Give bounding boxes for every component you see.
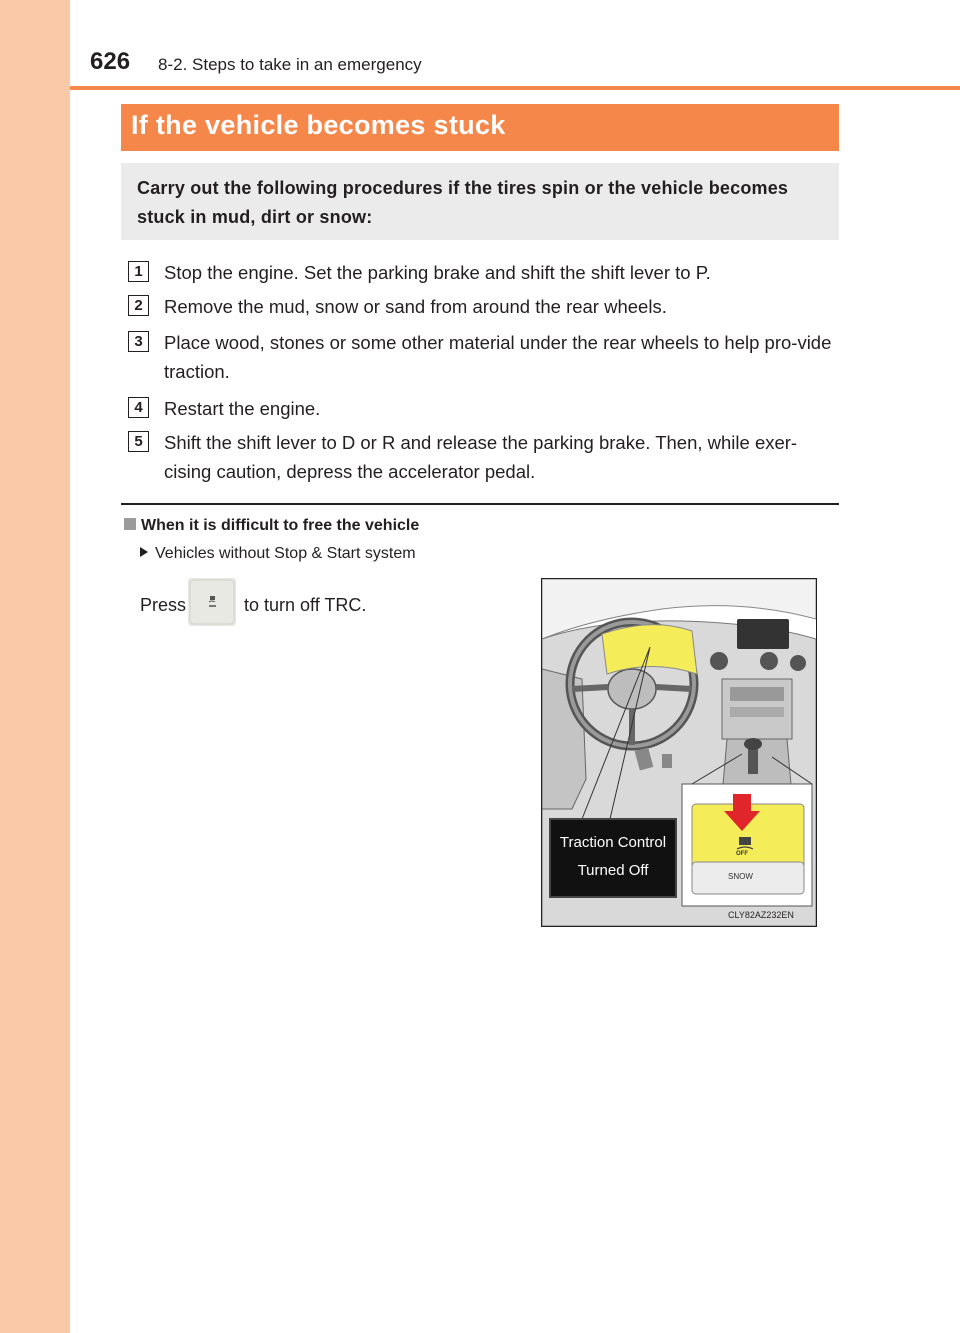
press-word: Press — [140, 595, 187, 615]
variant-text: Vehicles without Stop & Start system — [155, 545, 416, 562]
note-heading-text: When it is difficult to free the vehicle — [141, 517, 420, 534]
step-number: 3 — [128, 331, 149, 352]
section-divider — [121, 503, 839, 505]
figure-code: CLY82AZ232EN — [728, 910, 794, 920]
trc-off-button-icon — [188, 578, 236, 626]
step-text: Remove the mud, snow or sand from around the rear wheels. — [164, 296, 667, 317]
section-title: If the vehicle becomes stuck — [131, 110, 506, 140]
display-line-2: Turned Off — [577, 862, 649, 879]
display-line-1: Traction Control — [559, 834, 667, 851]
side-band — [0, 0, 70, 1333]
step-number: 4 — [128, 397, 149, 418]
step-text: Place wood, stones or some other material under the rear wheels to help pro-vide traction. — [164, 332, 832, 382]
note-heading — [124, 517, 419, 535]
section-title-bar — [121, 104, 839, 151]
variant-label — [140, 545, 416, 563]
press-rest: to turn off TRC. — [244, 595, 367, 615]
square-bullet-icon — [124, 518, 136, 530]
step-text: Restart the engine. — [164, 398, 321, 419]
triangle-bullet-icon — [140, 547, 148, 557]
step-text: Shift the shift lever to D or R and release the parking brake. Then, while exer-cising caution, depress the accelerator pedal. — [164, 432, 798, 482]
inset-snow-label: SNOW — [728, 872, 753, 881]
inset-off-label: OFF — [736, 851, 748, 857]
intro-box — [121, 163, 839, 240]
header-rule — [70, 86, 960, 90]
step-number: 2 — [128, 295, 149, 316]
page-number: 626 — [90, 48, 131, 75]
intro-text: Carry out the following procedures if the tires spin or the vehicle becomes stuck in mud, dirt or snow: — [137, 178, 789, 227]
dashboard-illustration — [541, 578, 817, 927]
step-number: 5 — [128, 431, 149, 452]
step-text: Stop the engine. Set the parking brake and shift the shift lever to P. — [164, 262, 711, 283]
running-header: 8-2. Steps to take in an emergency — [158, 55, 422, 74]
step-number: 1 — [128, 261, 149, 282]
